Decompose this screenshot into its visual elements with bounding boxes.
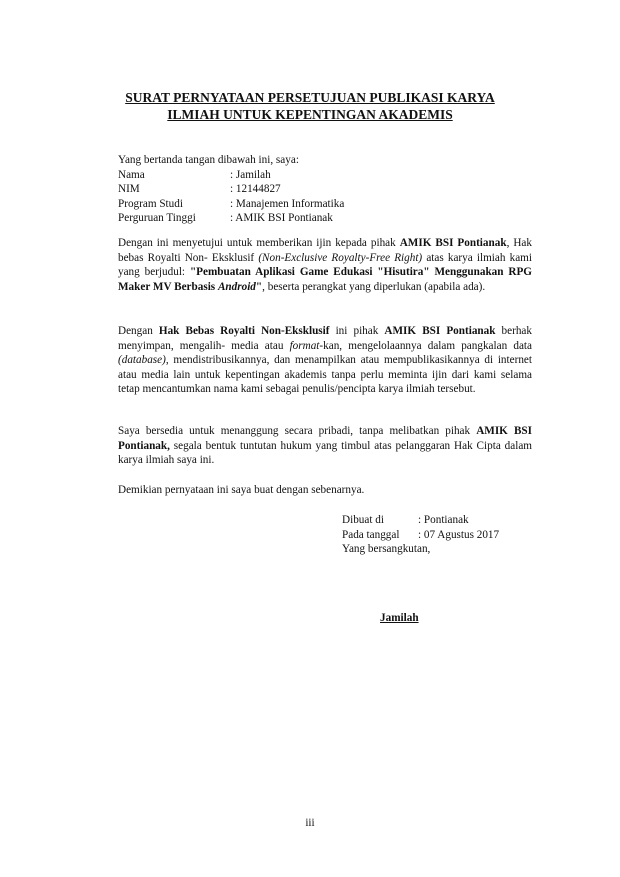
closing-statement: Demikian pernyataan ini saya buat dengan sebenarnya. xyxy=(118,484,365,496)
signature-place-row xyxy=(342,513,469,528)
para-text: , mendistribusikannya, dan menampilkan atau mempublikasikannya di internet atau media lain untuk kepentingan akademis tanpa perlu meminta ijin dari kami selama tetap mencantumkan nama kami sebagai penulis/pencipta karya ilmiah tersebut. xyxy=(118,354,532,395)
institution-name: AMIK BSI Pontianak, xyxy=(118,425,532,452)
para-italic: (Non-Exclusive Royalty-Free Right) xyxy=(258,251,423,264)
signature-value: : 07 Agustus 2017 xyxy=(418,528,500,541)
signature-date-row xyxy=(342,528,499,543)
title-line-2: ILMIAH UNTUK KEPENTINGAN AKADEMIS xyxy=(167,107,453,122)
paragraph-liability xyxy=(118,424,532,468)
identity-row-name xyxy=(118,168,532,183)
para-text: ini pihak xyxy=(329,325,385,337)
thesis-title: "Pembuatan Aplikasi Game Edukasi "Hisutira" Menggunakan RPG Maker MV Berbasis xyxy=(118,266,532,293)
institution-name: AMIK BSI Pontianak xyxy=(384,325,496,337)
identity-label: Program Studi xyxy=(118,197,183,210)
document-title xyxy=(80,89,540,123)
identity-section xyxy=(118,153,532,226)
identity-row-program xyxy=(118,197,532,212)
para-text: Dengan ini menyetujui untuk memberikan ijin kepada pihak xyxy=(118,237,400,249)
identity-value: : Manajemen Informatika xyxy=(230,197,345,210)
page-number: iii xyxy=(305,817,315,829)
identity-row-nim xyxy=(118,182,532,197)
identity-label: NIM xyxy=(118,183,140,195)
signatory-name: Jamilah xyxy=(380,612,419,624)
para-text: -kan, mengelolaannya dalam pangkalan data xyxy=(319,339,532,352)
identity-label: Nama xyxy=(118,168,145,181)
signature-label: Dibuat di xyxy=(342,514,384,526)
identity-row-institution xyxy=(118,211,532,226)
para-text: berhak menyimpan, mengalih- media atau xyxy=(118,325,532,352)
para-text: , Hak bebas Royalti Non- Eksklusif xyxy=(118,237,532,264)
para-text: atas karya ilmiah kami yang berjudul: xyxy=(118,251,532,278)
paragraph-rights xyxy=(118,324,532,397)
para-text: segala bentuk tuntutan hukum yang timbul atas pelanggaran Hak Cipta dalam karya ilmiah saya ini. xyxy=(118,439,532,466)
thesis-title-quote: " xyxy=(255,280,263,293)
institution-name: AMIK BSI Pontianak xyxy=(399,237,507,249)
signature-value: : Pontianak xyxy=(418,514,469,526)
thesis-title-italic: Android xyxy=(217,280,256,293)
para-text: Dengan xyxy=(118,325,159,337)
para-italic: format xyxy=(289,339,320,352)
identity-value: : AMIK BSI Pontianak xyxy=(230,212,333,224)
identity-label: Perguruan Tinggi xyxy=(118,212,196,224)
intro-line: Yang bertanda tangan dibawah ini, saya: xyxy=(118,154,299,166)
para-text: Saya bersedia untuk menanggung secara pribadi, tanpa melibatkan pihak xyxy=(118,425,477,437)
para-italic: (database) xyxy=(118,354,166,366)
rights-term: Hak Bebas Royalti Non-Eksklusif xyxy=(158,325,330,337)
signature-label: Pada tanggal xyxy=(342,528,400,541)
signature-statement: Yang bersangkutan, xyxy=(342,543,431,555)
title-line-1: SURAT PERNYATAAN PERSETUJUAN PUBLIKASI KARYA xyxy=(125,90,495,105)
para-text: , beserta perangkat yang diperlukan (apabila ada). xyxy=(262,280,486,293)
paragraph-consent xyxy=(118,236,532,294)
identity-value: : 12144827 xyxy=(230,183,281,195)
identity-value: : Jamilah xyxy=(230,168,271,181)
